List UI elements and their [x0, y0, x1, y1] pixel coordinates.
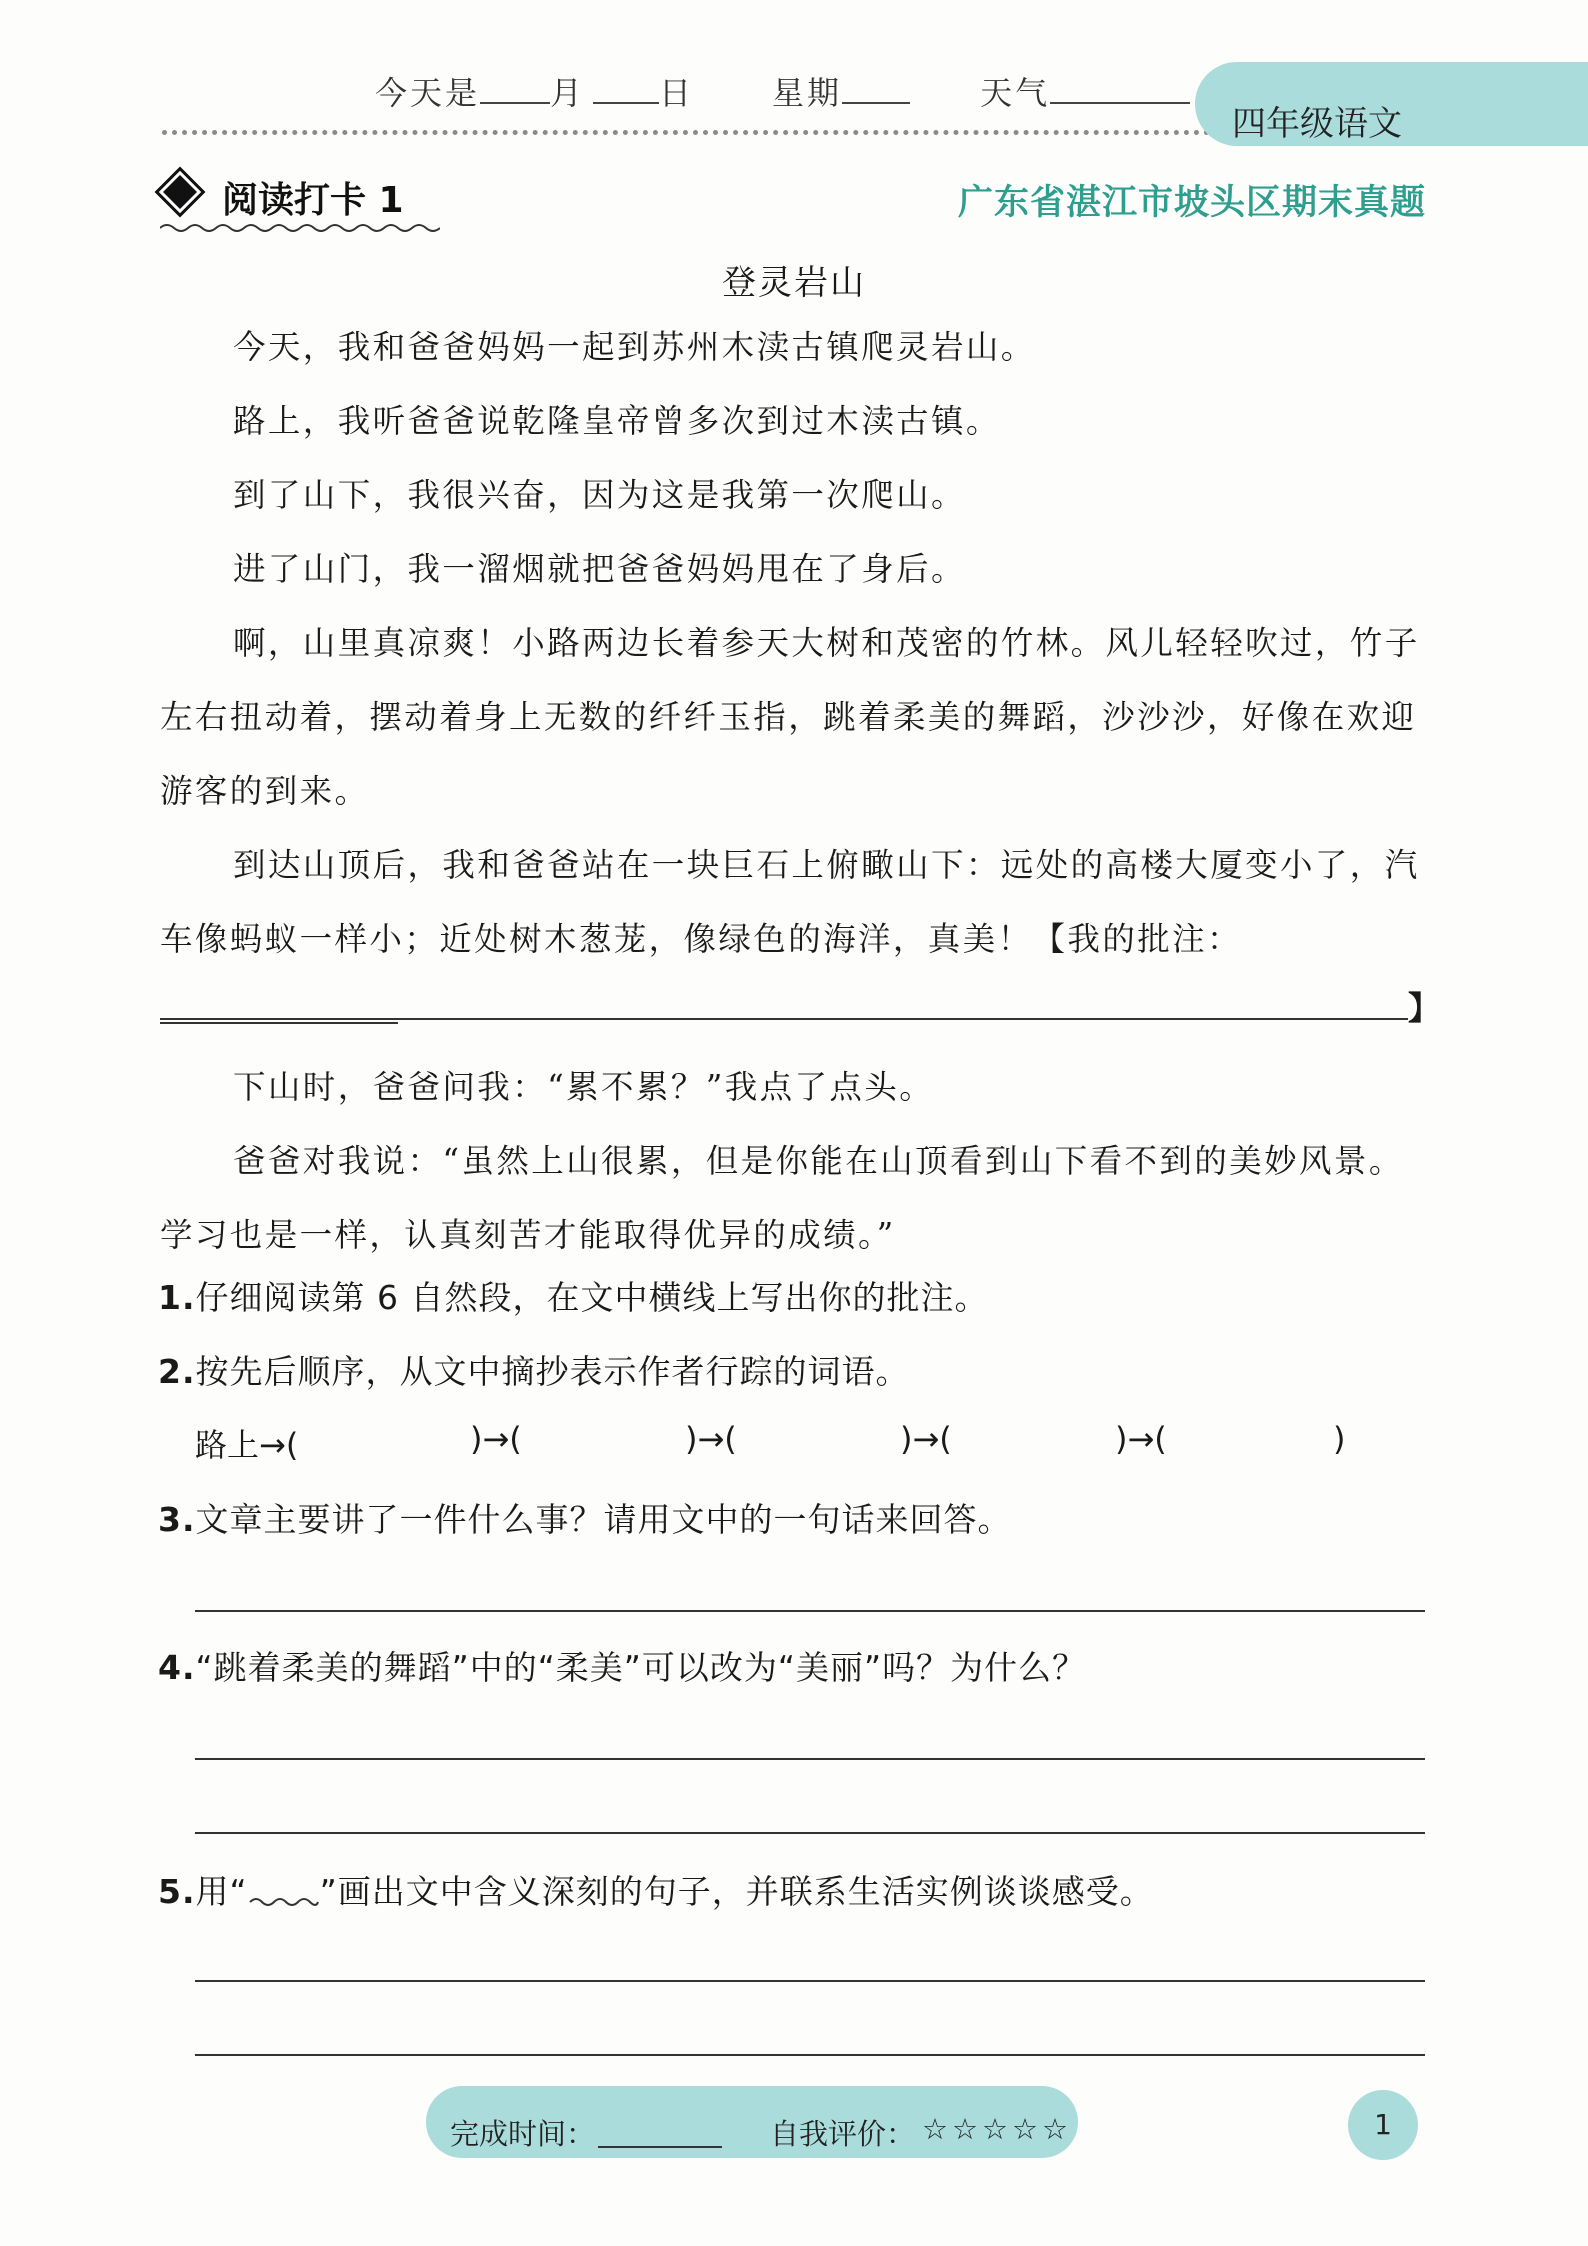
q1-text: 仔细阅读第 6 自然段，在文中横线上写出你的批注。	[195, 1278, 989, 1317]
question-2	[158, 1346, 910, 1393]
q2-num: 2.	[158, 1352, 196, 1391]
paragraph-1: 今天，我和爸爸妈妈一起到苏州木渎古镇爬灵岩山。	[233, 328, 1036, 366]
trail-slot-3[interactable]: )→(	[900, 1420, 952, 1458]
q5-text-after: ”画出文中含义深刻的句子，并联系生活实例谈谈感受。	[319, 1872, 1154, 1911]
q3-num: 3.	[158, 1500, 196, 1539]
paragraph-7: 下山时，爸爸问我：“累不累？”我点了点头。	[233, 1068, 935, 1106]
q5-answer-line-1[interactable]	[195, 1980, 1425, 1982]
note-label: 【我的批注：	[1032, 920, 1242, 958]
dotted-divider	[162, 130, 1220, 135]
completion-time-blank[interactable]	[598, 2146, 722, 2148]
diamond-icon	[163, 175, 197, 209]
q4-answer-line-2[interactable]	[195, 1832, 1425, 1834]
paragraph-4: 进了山门，我一溜烟就把爸爸妈妈甩在了身后。	[233, 550, 966, 588]
q4-answer-line-1[interactable]	[195, 1758, 1425, 1760]
wavy-line-icon	[248, 1895, 320, 1909]
q3-text: 文章主要讲了一件什么事？请用文中的一句话来回答。	[195, 1500, 1012, 1539]
q2-text: 按先后顺序，从文中摘抄表示作者行踪的词语。	[195, 1352, 910, 1391]
q4-text: “跳着柔美的舞蹈”中的“柔美”可以改为“美丽”吗？为什么？	[195, 1648, 1087, 1687]
completion-time-label: 完成时间：	[450, 2117, 596, 2151]
trail-end: )	[1333, 1420, 1346, 1458]
note-line-1[interactable]	[160, 1022, 398, 1024]
q5-text-before: 用“	[195, 1872, 248, 1911]
note-end-bracket: 】	[1408, 989, 1441, 1027]
exam-source: 广东省湛江市坡头区期末真题	[958, 183, 1427, 223]
paragraph-3: 到了山下，我很兴奋，因为这是我第一次爬山。	[233, 476, 966, 514]
q4-num: 4.	[158, 1648, 196, 1687]
month-label: 月	[550, 74, 586, 112]
paragraph-6-text: 到达山顶后，我和爸爸站在一块巨石上俯瞰山下：远处的高楼大厦变小了，汽车像蚂蚁一样小；近处树木葱茏，像绿色的海洋，真美！	[160, 846, 1420, 958]
trail-start: 路上→(	[195, 1426, 299, 1464]
date-weather-line	[375, 68, 1190, 114]
trail-slot-1[interactable]: )→(	[470, 1420, 522, 1458]
weather-blank[interactable]	[1050, 72, 1190, 104]
question-3	[158, 1494, 1012, 1541]
paragraph-6	[160, 828, 1422, 1050]
paragraph-8: 爸爸对我说：“虽然上山很累，但是你能在山顶看到山下看不到的美妙风景。学习也是一样，认真刻苦才能取得优异的成绩。”	[160, 1142, 1404, 1254]
day-label: 日	[659, 74, 695, 112]
note-line-2[interactable]	[160, 1018, 1408, 1020]
grade-subject: 四年级语文	[1232, 104, 1402, 144]
passage-title: 登灵岩山	[722, 263, 866, 303]
title-wavy-underline	[160, 222, 440, 234]
weather-label: 天气	[980, 74, 1051, 112]
weekday-blank[interactable]	[842, 72, 910, 104]
question-5	[158, 1866, 1154, 1913]
q3-answer-line[interactable]	[195, 1610, 1425, 1612]
section-title: 阅读打卡 1	[222, 180, 404, 221]
trail-slot-4[interactable]: )→(	[1115, 1420, 1167, 1458]
self-rating-label: 自我评价：	[770, 2117, 916, 2151]
weekday-label: 星期	[772, 74, 843, 112]
rating-stars[interactable]: ☆☆☆☆☆	[922, 2112, 1072, 2146]
paragraph-2: 路上，我听爸爸说乾隆皇帝曾多次到过木渎古镇。	[233, 402, 1001, 440]
month-blank[interactable]	[480, 72, 550, 104]
trail-slot-2[interactable]: )→(	[685, 1420, 737, 1458]
day-blank[interactable]	[593, 72, 659, 104]
page-number: 1	[1374, 2108, 1392, 2141]
q5-num: 5.	[158, 1872, 196, 1911]
today-label: 今天是	[375, 74, 481, 112]
q1-num: 1.	[158, 1278, 196, 1317]
paragraph-5: 啊，山里真凉爽！小路两边长着参天大树和茂密的竹林。风儿轻轻吹过，竹子左右扭动着，摆动着身上无数的纤纤玉指，跳着柔美的舞蹈，沙沙沙，好像在欢迎游客的到来。	[160, 624, 1420, 810]
question-1	[158, 1272, 988, 1319]
question-4	[158, 1642, 1086, 1689]
q5-answer-line-2[interactable]	[195, 2054, 1425, 2056]
